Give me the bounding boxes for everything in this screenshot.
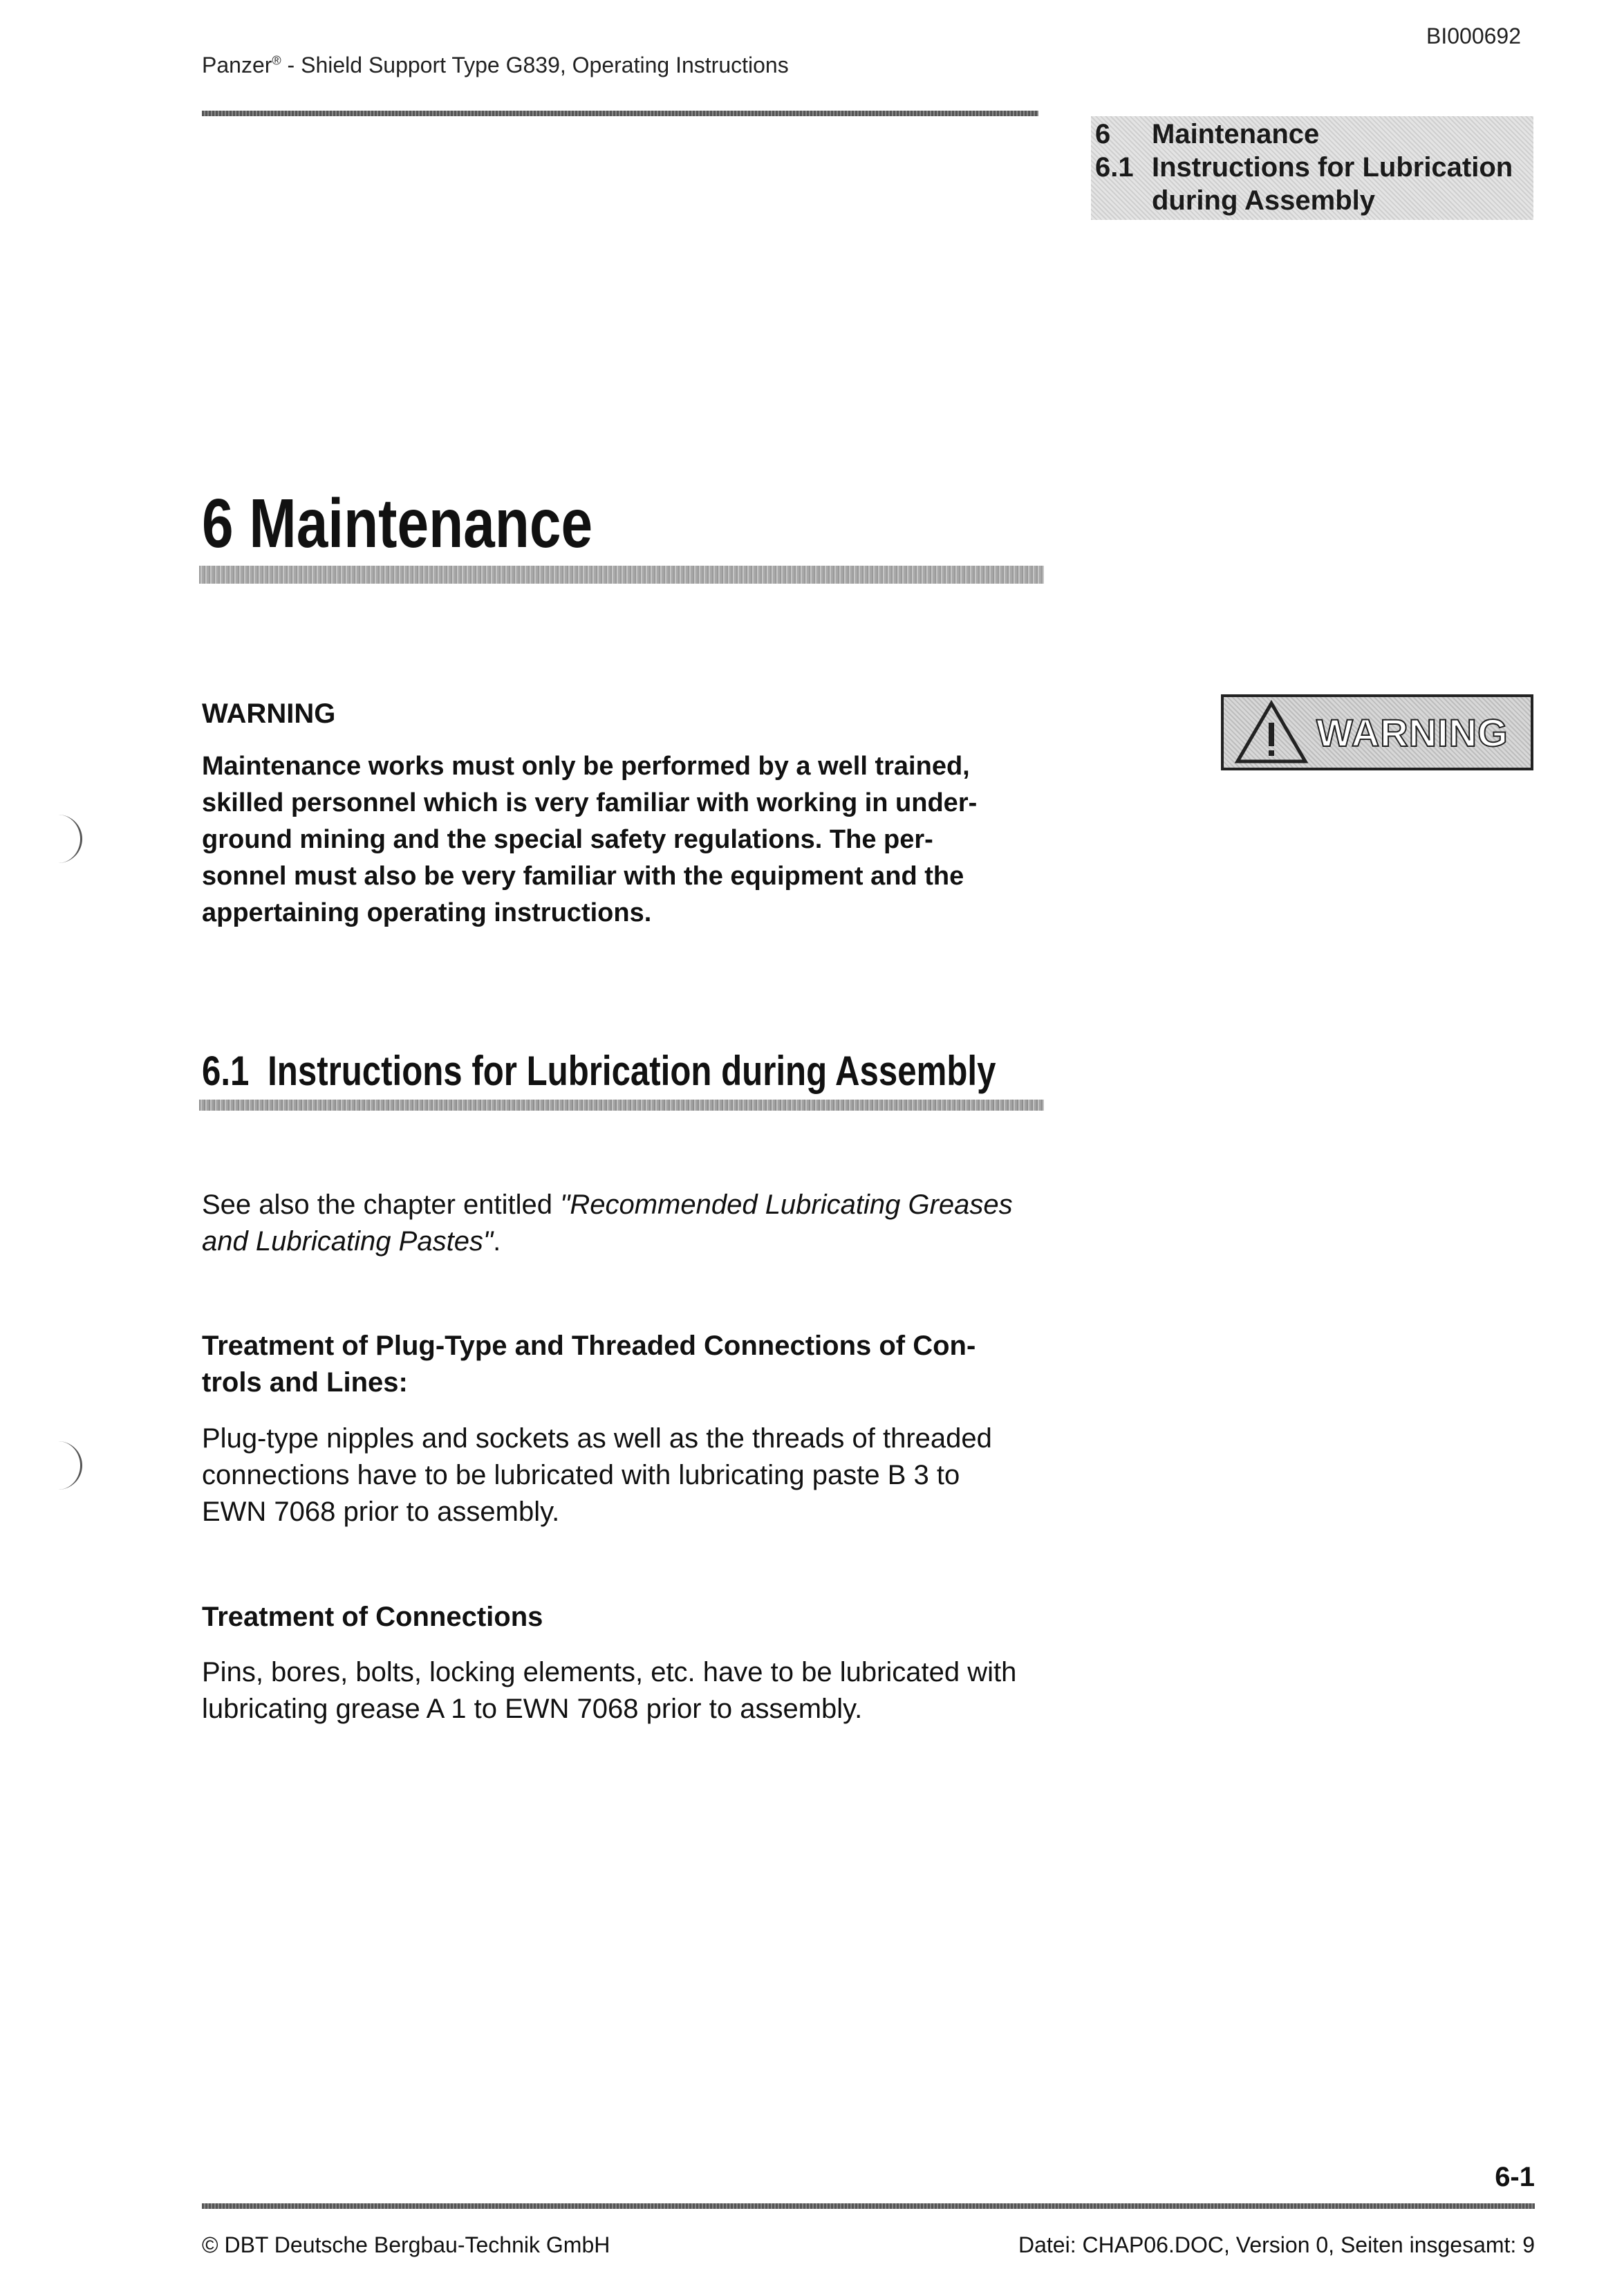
- section-title: [202, 1047, 996, 1095]
- section-number: 6.1: [202, 1048, 250, 1094]
- page-number: 6-1: [1495, 2162, 1535, 2192]
- warning-heading: WARNING: [202, 698, 336, 729]
- section-title-bar: [199, 1100, 1044, 1111]
- footer-copyright: © DBT Deutsche Bergbau-Technik GmbH: [202, 2232, 610, 2257]
- header-rule: [202, 111, 1038, 116]
- warning-badge-label: WARNING: [1316, 710, 1509, 754]
- binder-hole-mark: [53, 1441, 82, 1490]
- binder-hole-mark: [53, 815, 82, 863]
- warning-badge: [1221, 694, 1533, 770]
- warning-text: Maintenance works must only be performed by a well trained, skilled personnel which is very familiar with working in under- ground mining and the special safety regulations. The per- sonnel must also be very familiar with the equipment and the appertaining operating instructions.: [202, 752, 978, 927]
- warning-triangle-icon: [1233, 699, 1309, 766]
- treatment-plug-text: Plug-type nipples and sockets as well as the threads of threaded connections have to be lubricated with lubricating paste B 3 to EWN 7068 prior to assembly.: [202, 1423, 992, 1527]
- footer-file-info: Datei: CHAP06.DOC, Version 0, Seiten insgesamt: 9: [1018, 2232, 1535, 2257]
- see-also-paragraph: See also the chapter entitled "Recommended Lubricating Greases and Lubricating Pastes".: [202, 1189, 1013, 1257]
- chapter-title: 6 Maintenance: [202, 485, 593, 562]
- document-id: BI000692: [1426, 24, 1521, 48]
- treatment-connections-title: Treatment of Connections: [202, 1602, 543, 1632]
- footer-rule: [202, 2203, 1535, 2209]
- header-title: Panzer® - Shield Support Type G839, Operating Instructions: [202, 53, 789, 77]
- treatment-connections-text: Pins, bores, bolts, locking elements, etc. have to be lubricated with lubricating grease A 1 to EWN 7068 prior to assembly.: [202, 1657, 1017, 1724]
- treatment-plug-title: Treatment of Plug-Type and Threaded Connections of Con- trols and Lines:: [202, 1331, 976, 1398]
- chapter-nav-box: 6 Maintenance 6.1 Instructions for Lubrication during Assembly: [1091, 116, 1533, 220]
- section-title-text: Instructions for Lubrication during Assembly: [268, 1048, 996, 1094]
- chapter-title-bar: [199, 566, 1044, 584]
